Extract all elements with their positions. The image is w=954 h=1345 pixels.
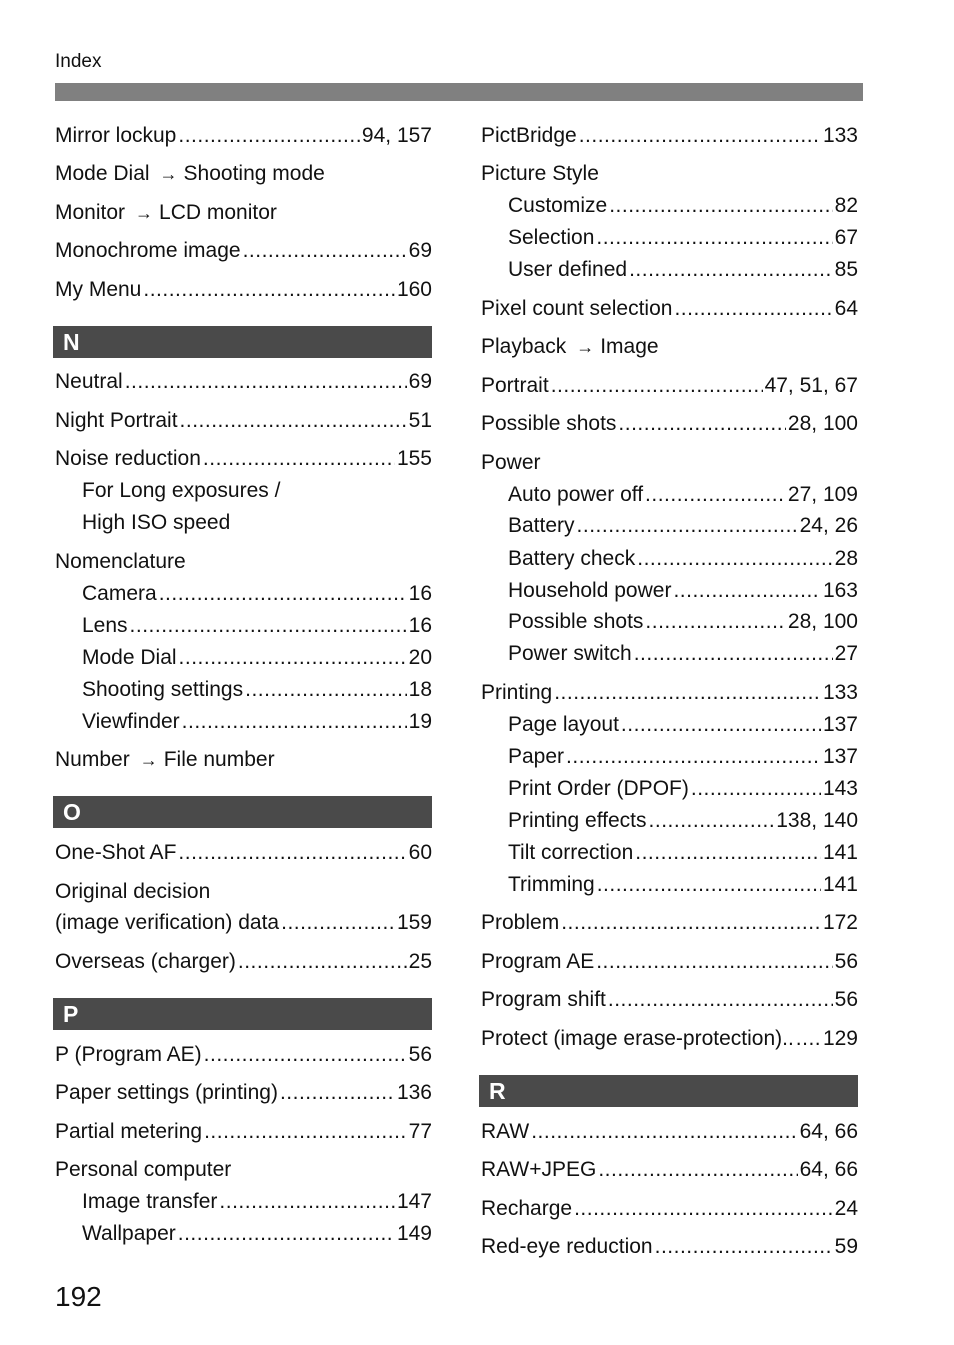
section-letter-p: P [53,998,432,1030]
index-term: Camera [82,582,157,605]
leader-dots [597,870,821,900]
index-term: My Menu [55,278,142,301]
index-term: Monitor [55,201,126,224]
index-term: Overseas (charger) [55,950,236,973]
index-entry [508,607,858,637]
see-reference: Image [600,335,659,358]
leader-dots [238,947,407,977]
page-reference: 138, 140 [776,809,858,832]
index-entry [481,1232,858,1262]
index-entry [508,870,858,900]
index-term: Shooting settings [82,678,244,701]
index-term: Night Portrait [55,409,178,432]
index-term: Wallpaper [82,1222,176,1245]
index-entry [82,707,432,737]
leader-dots [649,806,775,836]
index-term: P (Program AE) [55,1043,202,1066]
page-number: 192 [55,1281,102,1312]
index-term: Personal computer [55,1158,232,1181]
page-reference: 51 [408,409,432,432]
index-entry [508,838,858,868]
index-entry [55,275,432,305]
page-reference: 69 [408,239,432,262]
leader-dots [566,742,821,772]
leader-dots [635,838,821,868]
page-reference: 133 [822,124,858,147]
index-term: Mode Dial [55,162,150,185]
page-reference: 59 [834,1235,858,1258]
index-term: RAW+JPEG [481,1158,597,1181]
leader-dots [219,1187,395,1217]
index-term: Pixel count selection [481,297,673,320]
index-entry [481,1024,858,1054]
leader-dots [179,643,407,673]
leader-dots [655,1232,833,1262]
index-term: Printing effects [508,809,647,832]
page-reference: 129 [822,1027,858,1050]
leader-dots [531,1117,797,1147]
page-reference: 94, 157 [361,124,432,147]
page-reference: 20 [408,646,432,669]
leader-dots [125,367,407,397]
page-reference: 64 [834,297,858,320]
leader-dots [561,908,821,938]
index-entry [55,745,275,775]
index-entry [508,223,858,253]
page-reference: 85 [834,258,858,281]
index-term: Protect (image erase-protection).. [481,1027,794,1050]
index-entry [55,159,325,189]
leader-dots [634,639,833,669]
index-term: Paper settings (printing) [55,1081,278,1104]
index-term: Nomenclature [55,550,186,573]
index-term: Red-eye reduction [481,1235,653,1258]
index-entry [82,611,432,641]
leader-dots [280,1078,395,1108]
page-reference: 56 [408,1043,432,1066]
leader-dots [130,611,407,641]
leader-dots [178,121,360,151]
leader-dots [204,1117,407,1147]
page-reference: 27, 109 [787,483,858,506]
index-entry [481,985,858,1015]
index-entry [508,774,858,804]
page-reference: 16 [408,614,432,637]
index-entry [508,806,858,836]
page-reference: 147 [396,1190,432,1213]
index-term: (image verification) data [55,911,280,934]
index-entry [55,547,186,577]
index-term: Program AE [481,950,595,973]
leader-dots [159,579,407,609]
index-entry [481,371,858,401]
index-entry [82,1219,432,1249]
index-entry [481,908,858,938]
leader-dots [574,1194,833,1224]
index-entry [481,159,599,189]
page-reference: 64, 66 [799,1158,858,1181]
index-term: Neutral [55,370,123,393]
page-reference: 137 [822,745,858,768]
page-reference: 16 [408,582,432,605]
index-entry [481,448,541,478]
leader-dots [637,544,832,574]
page-reference: 155 [396,447,432,470]
page-reference: 172 [822,911,858,934]
index-entry [82,675,432,705]
page-reference: 159 [396,911,432,934]
leader-dots [204,1040,407,1070]
page-reference: 25 [408,950,432,973]
leader-dots [629,255,833,285]
index-entry [55,908,432,938]
index-term: RAW [481,1120,530,1143]
leader-dots [796,1024,821,1054]
leader-dots [554,678,821,708]
index-term: Customize [508,194,608,217]
index-term: Auto power off [508,483,644,506]
index-entry [481,294,858,324]
index-term: Mode Dial [82,646,177,669]
page-reference: 133 [822,681,858,704]
leader-dots [178,1219,395,1249]
page-reference: 149 [396,1222,432,1245]
index-entry [481,1155,858,1185]
see-arrow-icon: → [159,164,178,184]
leader-dots [598,1155,797,1185]
page-reference: 28, 100 [787,412,858,435]
page-reference: 18 [408,678,432,701]
index-entry [508,480,858,510]
index-term: Trimming [508,873,595,896]
page-reference: 64, 66 [799,1120,858,1143]
index-term: Lens [82,614,128,637]
page-reference: 67 [834,226,858,249]
index-entry [82,508,230,538]
page-reference: 19 [408,710,432,733]
index-term: User defined [508,258,628,281]
page-reference: 163 [822,579,858,602]
index-term: Noise reduction [55,447,201,470]
see-reference: LCD monitor [159,201,277,224]
index-term: Printing [481,681,553,704]
index-entry [82,476,280,506]
index-term: Possible shots [481,412,617,435]
index-term: Problem [481,911,560,934]
section-letter-o: O [53,796,432,828]
see-reference: Shooting mode [183,162,325,185]
index-entry [55,1117,432,1147]
page-reference: 24 [834,1197,858,1220]
leader-dots [691,774,821,804]
index-term: One-Shot AF [55,841,177,864]
index-entry [82,579,432,609]
leader-dots [673,576,821,606]
index-term: Possible shots [508,610,644,633]
index-term: Tilt correction [508,841,634,864]
index-term: Household power [508,579,672,602]
page-reference: 60 [408,841,432,864]
leader-dots [645,480,786,510]
leader-dots [143,275,395,305]
leader-dots [577,511,798,541]
index-term: Print Order (DPOF) [508,777,689,800]
index-entry [55,406,432,436]
index-term: Partial metering [55,1120,203,1143]
index-entry [82,643,432,673]
index-term: Battery check [508,547,636,570]
page-reference: 24, 26 [799,514,858,537]
index-term: Recharge [481,1197,573,1220]
index-entry [55,236,432,266]
index-entry [55,877,210,907]
leader-dots [645,607,786,637]
page-reference: 143 [822,777,858,800]
index-entry [55,1155,231,1185]
index-entry [481,409,858,439]
leader-dots [621,710,821,740]
see-arrow-icon: → [139,750,158,770]
page-reference: 77 [408,1120,432,1143]
index-term: Battery [508,514,575,537]
index-entry [55,1040,432,1070]
index-entry [481,1194,858,1224]
leader-dots [281,908,395,938]
index-term: Program shift [481,988,606,1011]
index-term: Page layout [508,713,619,736]
leader-dots [243,236,407,266]
index-term: Portrait [481,374,549,397]
page-reference: 82 [834,194,858,217]
page-reference: 136 [396,1081,432,1104]
index-entry [55,838,432,868]
page-reference: 137 [822,713,858,736]
page-reference: 56 [834,950,858,973]
index-term: Paper [508,745,565,768]
index-term: Power [481,451,541,474]
index-entry [55,947,432,977]
see-reference: File number [163,748,275,771]
leader-dots [180,406,407,436]
index-entry [481,678,858,708]
leader-dots [551,371,763,401]
index-term: Image transfer [82,1190,218,1213]
leader-dots [245,675,407,705]
index-entry [508,639,858,669]
index-entry [508,742,858,772]
see-arrow-icon: → [576,337,595,357]
running-header: Index [55,51,102,72]
page-reference: 141 [822,841,858,864]
index-entry [481,332,659,362]
index-term: Selection [508,226,595,249]
index-entry [508,255,858,285]
page-reference: 28, 100 [787,610,858,633]
index-entry [82,1187,432,1217]
index-entry [481,947,858,977]
leader-dots [674,294,832,324]
index-term: Number [55,748,130,771]
index-term: Playback [481,335,567,358]
see-arrow-icon: → [135,203,154,223]
index-entry [55,198,277,228]
index-entry [55,367,432,397]
index-entry [55,444,432,474]
section-letter-n: N [53,326,432,358]
leader-dots [182,707,407,737]
page-reference: 160 [396,278,432,301]
header-rule [55,83,863,101]
index-term: Viewfinder [82,710,180,733]
index-entry [508,710,858,740]
index-term: Monochrome image [55,239,241,262]
leader-dots [203,444,395,474]
page-reference: 69 [408,370,432,393]
index-entry [55,121,432,151]
section-letter-r: R [479,1075,858,1107]
index-entry [481,121,858,151]
index-term: Picture Style [481,162,599,185]
page-reference: 56 [834,988,858,1011]
index-entry [55,1078,432,1108]
leader-dots [579,121,821,151]
index-term: For Long exposures / [82,479,281,502]
index-entry [508,576,858,606]
page-reference: 47, 51, 67 [764,374,858,397]
index-term: Power switch [508,642,632,665]
leader-dots [178,838,406,868]
page-reference: 27 [834,642,858,665]
index-entry [481,1117,858,1147]
leader-dots [609,191,832,221]
index-term: Mirror lockup [55,124,177,147]
index-entry [508,511,858,541]
page-reference: 28 [834,547,858,570]
leader-dots [608,985,833,1015]
leader-dots [618,409,786,439]
index-term: PictBridge [481,124,577,147]
index-term: High ISO speed [82,511,231,534]
leader-dots [596,947,832,977]
page-reference: 141 [822,873,858,896]
index-term: Original decision [55,880,211,903]
index-entry [508,544,858,574]
leader-dots [596,223,832,253]
index-entry [508,191,858,221]
